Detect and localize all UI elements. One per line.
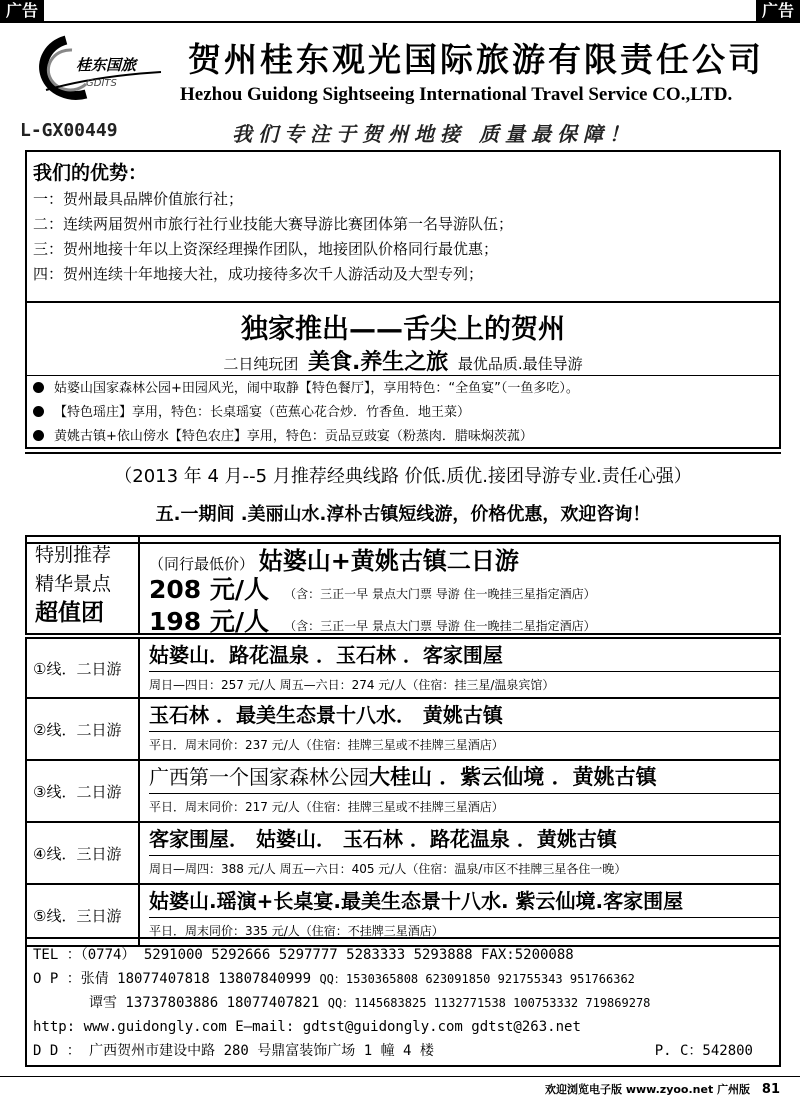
- route-detail: [143, 885, 779, 945]
- phone-numbers: TEL ：（0774） 5291000 5292666 5297777 5283333 5293888 FAX:5200088: [33, 947, 574, 963]
- footer-site: 欢迎浏览电子版 www.zyoo.net: [545, 1083, 714, 1096]
- footer-text: [545, 1081, 780, 1097]
- route-row: [25, 823, 781, 885]
- route-row: [25, 761, 781, 823]
- special-label-1: 特别推荐: [35, 544, 112, 566]
- route-label: ③线．二日游: [27, 761, 140, 821]
- address: D D ： 广西贺州市建设中路 280 号鼎富装饰广场 1 幢 4 楼: [33, 1043, 434, 1059]
- route-main: 客家围屋． 姑婆山． 玉石林 ．路花温泉 ．黄姚古镇: [149, 823, 779, 856]
- exclusive-section: [25, 303, 781, 449]
- advantage-item: 一：贺州最具品牌价值旅行社；: [33, 190, 244, 208]
- route-detail: [143, 761, 779, 821]
- bullet-icon: [33, 382, 44, 393]
- routes-list: [25, 637, 781, 947]
- ad-tag-left: 广告: [0, 0, 44, 22]
- recommend-line-2: 五.一期间 .美丽山水.淳朴古镇短线游，价格优惠，欢迎咨询！: [155, 504, 651, 525]
- list-item: [33, 401, 773, 425]
- route-detail: [143, 699, 779, 759]
- operator-2-qq: QQ：1145683825 1132771538 100753332 719869278: [327, 996, 651, 1010]
- top-rule: [0, 21, 800, 23]
- route-label: ④线．三日游: [27, 823, 140, 883]
- route-main-highlight: 大桂山 ．紫云仙境 ．黄姚古镇: [369, 765, 657, 789]
- advantages-section: [25, 150, 781, 303]
- route-main: 玉石林 ．最美生态景十八水． 黄姚古镇: [149, 699, 779, 732]
- exclusive-sub-prefix: 二日纯玩团: [223, 355, 299, 373]
- bullet-text: 姑婆山国家森林公园+田园风光，闹中取静【特色餐厅】，享用特色：“全鱼宴”（一鱼多吃）。: [54, 381, 579, 396]
- exclusive-bullets: [33, 377, 773, 449]
- divider: [27, 375, 779, 376]
- bullet-icon: [33, 430, 44, 441]
- footer-edition: 广州版: [717, 1083, 751, 1096]
- special-label-2: 精华景点: [35, 573, 112, 595]
- bullet-text: 【特色瑶庄】享用，特色：长桌瑶宴（芭蕉心花合炒．竹香鱼．地王菜）: [54, 405, 471, 420]
- advantage-item: 二：连续两届贺州市旅行社行业技能大赛导游比赛团体第一名导游队伍；: [33, 215, 514, 233]
- operator-row: [33, 991, 773, 1015]
- operator-label: O P ：: [33, 971, 81, 987]
- ad-tag-right: 广告: [756, 0, 800, 22]
- advantage-item: 四：贺州连续十年地接大社，成功接待多次千人游活动及大型专列；: [33, 265, 484, 283]
- special-title-main: 姑婆山+黄姚古镇二日游: [258, 547, 519, 575]
- address-row: [33, 1039, 773, 1063]
- route-main: 姑婆山．路花温泉 ．玉石林 ．客家围屋: [149, 639, 779, 672]
- route-row: [25, 699, 781, 761]
- page-footer: [0, 1076, 800, 1100]
- special-title: [149, 541, 779, 576]
- logo-subtext: GDITS: [86, 78, 117, 89]
- company-header: [20, 26, 790, 146]
- operator-1-qq: QQ：1530365808 623091850 921755343 951766362: [319, 972, 635, 986]
- special-offer-detail: [143, 537, 779, 640]
- operator-row: [33, 967, 773, 991]
- price: 208 元/人: [149, 575, 270, 604]
- recommend-section: [25, 452, 781, 544]
- company-logo: [26, 32, 166, 102]
- route-price: 周日—周四：388 元/人 周五—六日：405 元/人（住宿：温泉/市区不挂牌三星各住一晚）: [149, 862, 627, 876]
- special-offer-section: [25, 535, 781, 635]
- company-name-en: Hezhou Guidong Sightseeing International Travel Service CO.,LTD.: [180, 84, 733, 105]
- route-label: ⑤线．三日游: [27, 885, 140, 945]
- route-price: 平日．周末同价：237 元/人（住宿：挂牌三星或不挂牌三星酒店）: [149, 738, 504, 752]
- company-name-cn: 贺州桂东观光国际旅游有限责任公司: [188, 40, 764, 79]
- route-price: 平日．周末同价：217 元/人（住宿：挂牌三星或不挂牌三星酒店）: [149, 800, 504, 814]
- operator-2: 谭雪 13737803886 18077407821: [89, 995, 320, 1011]
- price-row: [149, 576, 779, 608]
- special-label-3: 超值团: [35, 600, 104, 626]
- route-main: 姑婆山.瑶演+长桌宴.最美生态景十八水. 紫云仙境.客家围屋: [149, 885, 779, 918]
- route-row: [25, 637, 781, 699]
- price-includes: （含：三正一早 景点大门票 导游 住一晚挂二星指定酒店）: [284, 619, 596, 633]
- exclusive-subheading: [27, 345, 779, 376]
- logo-text: 桂东国旅: [76, 56, 137, 74]
- route-main: [149, 761, 779, 794]
- special-offer-label: [27, 537, 140, 633]
- slogan: 我们专注于贺州地接 质量最保障！: [232, 122, 635, 146]
- license-number: L-GX00449: [20, 120, 118, 141]
- contact-section: [25, 937, 781, 1067]
- operator-1: 张倩 18077407818 13807840999: [80, 971, 312, 987]
- price-includes: （含：三正一早 景点大门票 导游 住一晚挂三星指定酒店）: [284, 587, 596, 601]
- route-price: 周日—四日：257 元/人 周五—六日：274 元/人（住宿：挂三星/温泉宾馆）: [149, 678, 555, 692]
- postcode: P. C：542800: [654, 1043, 753, 1059]
- page-number: 81: [761, 1082, 780, 1097]
- route-main-prefix: 广西第一个国家森林公园: [149, 765, 369, 789]
- special-title-prefix: （同行最低价）: [149, 555, 255, 573]
- route-detail: [143, 639, 779, 697]
- bullet-text: 黄姚古镇+依山傍水【特色农庄】享用，特色：贡品豆豉宴（粉蒸肉．腊味焖茨菰）: [54, 429, 533, 444]
- route-label: ①线．二日游: [27, 639, 140, 697]
- route-label: ②线．二日游: [27, 699, 140, 759]
- bullet-icon: [33, 406, 44, 417]
- exclusive-heading: 独家推出——舌尖上的贺州: [241, 314, 565, 345]
- price-row: [149, 608, 779, 640]
- recommend-line-1: （2013 年 4 月--5 月推荐经典线路 价低.质优.接团导游专业.责任心强）: [114, 466, 692, 487]
- advantages-title: 我们的优势：: [33, 162, 148, 184]
- exclusive-sub-suffix: 最优品质.最佳导游: [457, 355, 583, 373]
- exclusive-sub-big: 美食.养生之旅: [307, 350, 449, 375]
- list-item: [33, 425, 773, 449]
- route-price: 平日．周末同价：335 元/人（住宿：不挂牌三星酒店）: [149, 924, 444, 938]
- advantage-item: 三：贺州地接十年以上资深经理操作团队，地接团队价格同行最优惠；: [33, 240, 499, 258]
- route-detail: [143, 823, 779, 883]
- price: 198 元/人: [149, 607, 270, 636]
- list-item: [33, 377, 773, 401]
- web-email[interactable]: http: www.guidongly.com E—mail: gdtst@guidongly.com gdtst@263.net: [33, 1019, 581, 1035]
